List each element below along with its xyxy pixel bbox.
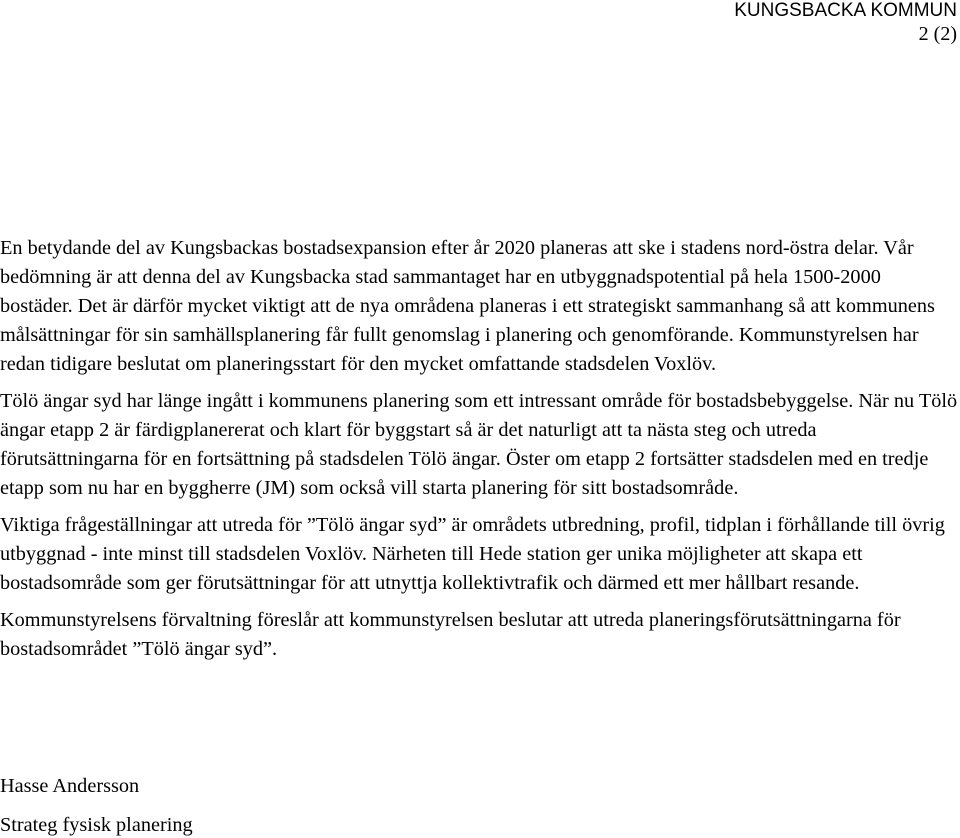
document-body: [0, 234, 958, 672]
paragraph-2: Tölö ängar syd har länge ingått i kommunens planering som ett intressant område för bostadsbebyggelse. När nu Tölö ängar etapp 2 är färdigplanererat och klart för byggstart så är det naturligt att ta nästa steg och utreda förutsättningarna för en fortsättning på stadsdelen Tölö ängar. Öster om etapp 2 fortsätter stadsdelen med en tredje etapp som nu har en byggherre (JM) som också vill starta planering för sitt bostadsområde.: [0, 390, 958, 499]
paragraph-1: En betydande del av Kungsbackas bostadsexpansion efter år 2020 planeras att ske i stadens nord-östra delar. Vår bedömning är att denna del av Kungsbacka stad sammantaget har en utbyggnadspotential på hela 1500-2000 bostäder. Det är därför mycket viktigt att de nya områdena planeras i ett strategiskt sammanhang så att kommunens målsättningar för sin samhällsplanering får fullt genomslag i planering och genomförande. Kommunstyrelsen har redan tidigare beslutat om planeringsstart för den mycket omfattande stadsdelen Voxlöv.: [0, 237, 935, 375]
page-number: 2 (2): [918, 23, 957, 45]
paragraph-4: Kommunstyrelsens förvaltning föreslår att kommunstyrelsen beslutar att utreda planeringsförutsättningarna för bostadsområdet ”Tölö ängar syd”.: [0, 609, 901, 660]
page-header: [734, 0, 957, 46]
paragraph-3: Viktiga frågeställningar att utreda för ”Tölö ängar syd” är områdets utbredning, profil, tidplan i förhållande till övrig utbyggnad - inte minst till stadsdelen Voxlöv. Närheten till Hede station ger unika möjligheter att skapa ett bostadsområde som ger förutsättningar för att utnyttja kollektivtrafik och därmed ett mer hållbart resande.: [0, 514, 945, 594]
organization-name: KUNGSBACKA KOMMUN: [734, 0, 957, 21]
signatory-name: Hasse Andersson: [0, 775, 140, 797]
signatory-title: Strateg fysisk planering: [0, 814, 193, 836]
signature-block: [0, 774, 193, 837]
